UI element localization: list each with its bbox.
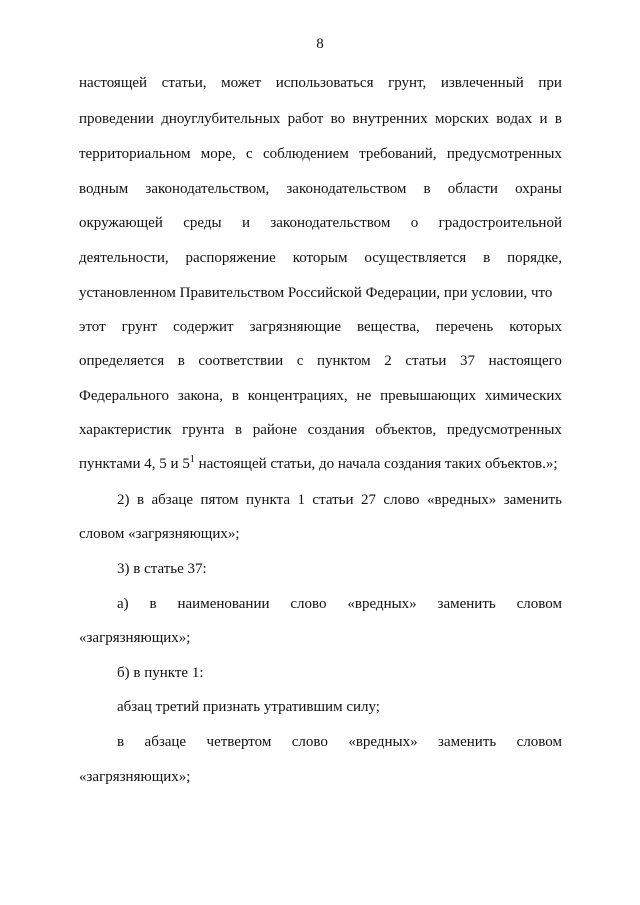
word: объектов, — [375, 422, 437, 438]
word: наименовании — [177, 596, 270, 612]
word: «вредных» — [347, 596, 417, 612]
word: заменить — [438, 734, 497, 750]
word: превышающих — [380, 388, 476, 404]
word: содержит — [173, 319, 234, 335]
text-line — [79, 180, 562, 198]
word: пункта — [245, 492, 291, 508]
text-line — [79, 74, 562, 92]
word: статьи — [405, 353, 447, 369]
superscript: 1 — [189, 454, 195, 465]
word: грунт — [121, 319, 158, 335]
word: среды — [183, 215, 222, 231]
word: соответствии — [198, 353, 284, 369]
text-fragment: настоящей статьи, до начала создания таких объектов.»; — [194, 456, 558, 472]
word: с — [246, 146, 253, 162]
text-fragment: пунктами 4, 5 и 5 — [79, 456, 190, 472]
word: распоряжение — [185, 250, 276, 266]
text-line: установленном Правительством Российской Федерации, при условии, что — [79, 285, 553, 301]
word: Федерального — [79, 388, 170, 404]
word: порядке, — [507, 250, 562, 266]
word: о — [410, 215, 419, 231]
word: а) — [117, 596, 129, 612]
word: абзаце — [144, 734, 187, 750]
word: водным — [79, 181, 129, 197]
word: словом — [516, 596, 562, 612]
word: море, — [200, 146, 236, 162]
word: дноуглубительных — [161, 111, 281, 127]
word: законодательством, — [145, 181, 270, 197]
word: предусмотренных — [446, 146, 562, 162]
word: 2) — [117, 492, 130, 508]
word: 1 — [297, 492, 305, 508]
word: в — [554, 111, 562, 127]
word: законодательством — [286, 181, 407, 197]
text-line — [79, 421, 562, 439]
word: в — [177, 353, 185, 369]
word: проведении — [79, 111, 154, 127]
word: создания — [307, 422, 365, 438]
word: с — [296, 353, 304, 369]
word: закона, — [177, 388, 223, 404]
word: заменить — [437, 596, 496, 612]
text-line — [79, 249, 562, 267]
word: которым — [292, 250, 348, 266]
paragraph-line: б) в пункте 1: — [117, 665, 204, 681]
paragraph-line — [117, 733, 562, 751]
word: в — [136, 492, 145, 508]
word: градостроительной — [438, 215, 562, 231]
word: химических — [484, 388, 562, 404]
word: определяется — [79, 353, 165, 369]
word: грунт, — [388, 75, 427, 91]
word: словом — [516, 734, 562, 750]
word: территориальном — [79, 146, 191, 162]
word: характеристик — [79, 422, 172, 438]
text-line — [79, 387, 562, 405]
word: в — [231, 388, 239, 404]
word: в — [149, 596, 157, 612]
word: настоящей — [79, 75, 148, 91]
page-number: 8 — [316, 36, 324, 52]
word: четвертом — [206, 734, 272, 750]
word: настоящего — [488, 353, 562, 369]
word: охраны — [515, 181, 562, 197]
word: может — [221, 75, 262, 91]
word: статьи, — [161, 75, 207, 91]
word: водах — [496, 111, 533, 127]
word: «вредных» — [427, 492, 497, 508]
word: не — [356, 388, 372, 404]
word: слово — [291, 734, 328, 750]
word: концентрациях, — [247, 388, 348, 404]
word: пятом — [200, 492, 239, 508]
word: окружающей — [79, 215, 163, 231]
text-line — [79, 145, 562, 163]
word: в — [483, 250, 491, 266]
word: в — [117, 734, 125, 750]
text-line — [79, 352, 562, 370]
text-line: словом «загрязняющих»; — [79, 526, 240, 542]
word: заменить — [503, 492, 562, 508]
text-line — [79, 110, 562, 128]
word: «вредных» — [348, 734, 418, 750]
paragraph-line — [117, 595, 562, 613]
word: пунктом — [316, 353, 371, 369]
text-line: «загрязняющих»; — [79, 630, 191, 646]
word: при — [538, 75, 562, 91]
word: и — [241, 215, 250, 231]
word: извлеченный — [440, 75, 524, 91]
word: внутренних — [352, 111, 428, 127]
word: области — [447, 181, 498, 197]
word: соблюдением — [263, 146, 349, 162]
word: осуществляется — [364, 250, 467, 266]
word: законодательством — [270, 215, 391, 231]
word: этот — [79, 319, 106, 335]
word: статьи — [312, 492, 354, 508]
word: в — [423, 181, 431, 197]
word: предусмотренных — [446, 422, 562, 438]
word: слово — [383, 492, 420, 508]
word: районе — [252, 422, 298, 438]
word: перечень — [435, 319, 494, 335]
text-line: «загрязняющих»; — [79, 769, 191, 785]
word: использоваться — [275, 75, 374, 91]
word: слово — [290, 596, 327, 612]
word: в — [235, 422, 243, 438]
word: и — [539, 111, 548, 127]
word: 27 — [360, 492, 376, 508]
word: 2 — [384, 353, 392, 369]
word: морских — [434, 111, 489, 127]
text-line — [79, 214, 562, 232]
word: деятельности, — [79, 250, 169, 266]
text-line — [79, 318, 562, 336]
word: требований, — [359, 146, 437, 162]
word: которых — [509, 319, 562, 335]
word: загрязняющие — [249, 319, 342, 335]
word: 37 — [460, 353, 476, 369]
paragraph-line: абзац третий признать утратившим силу; — [117, 699, 380, 715]
word: во — [330, 111, 346, 127]
paragraph-line — [117, 491, 562, 509]
paragraph-line: 3) в статье 37: — [117, 561, 207, 577]
word: вещества, — [356, 319, 420, 335]
word: грунта — [182, 422, 225, 438]
word: работ — [287, 111, 324, 127]
text-line — [79, 455, 562, 473]
word: абзаце — [151, 492, 194, 508]
